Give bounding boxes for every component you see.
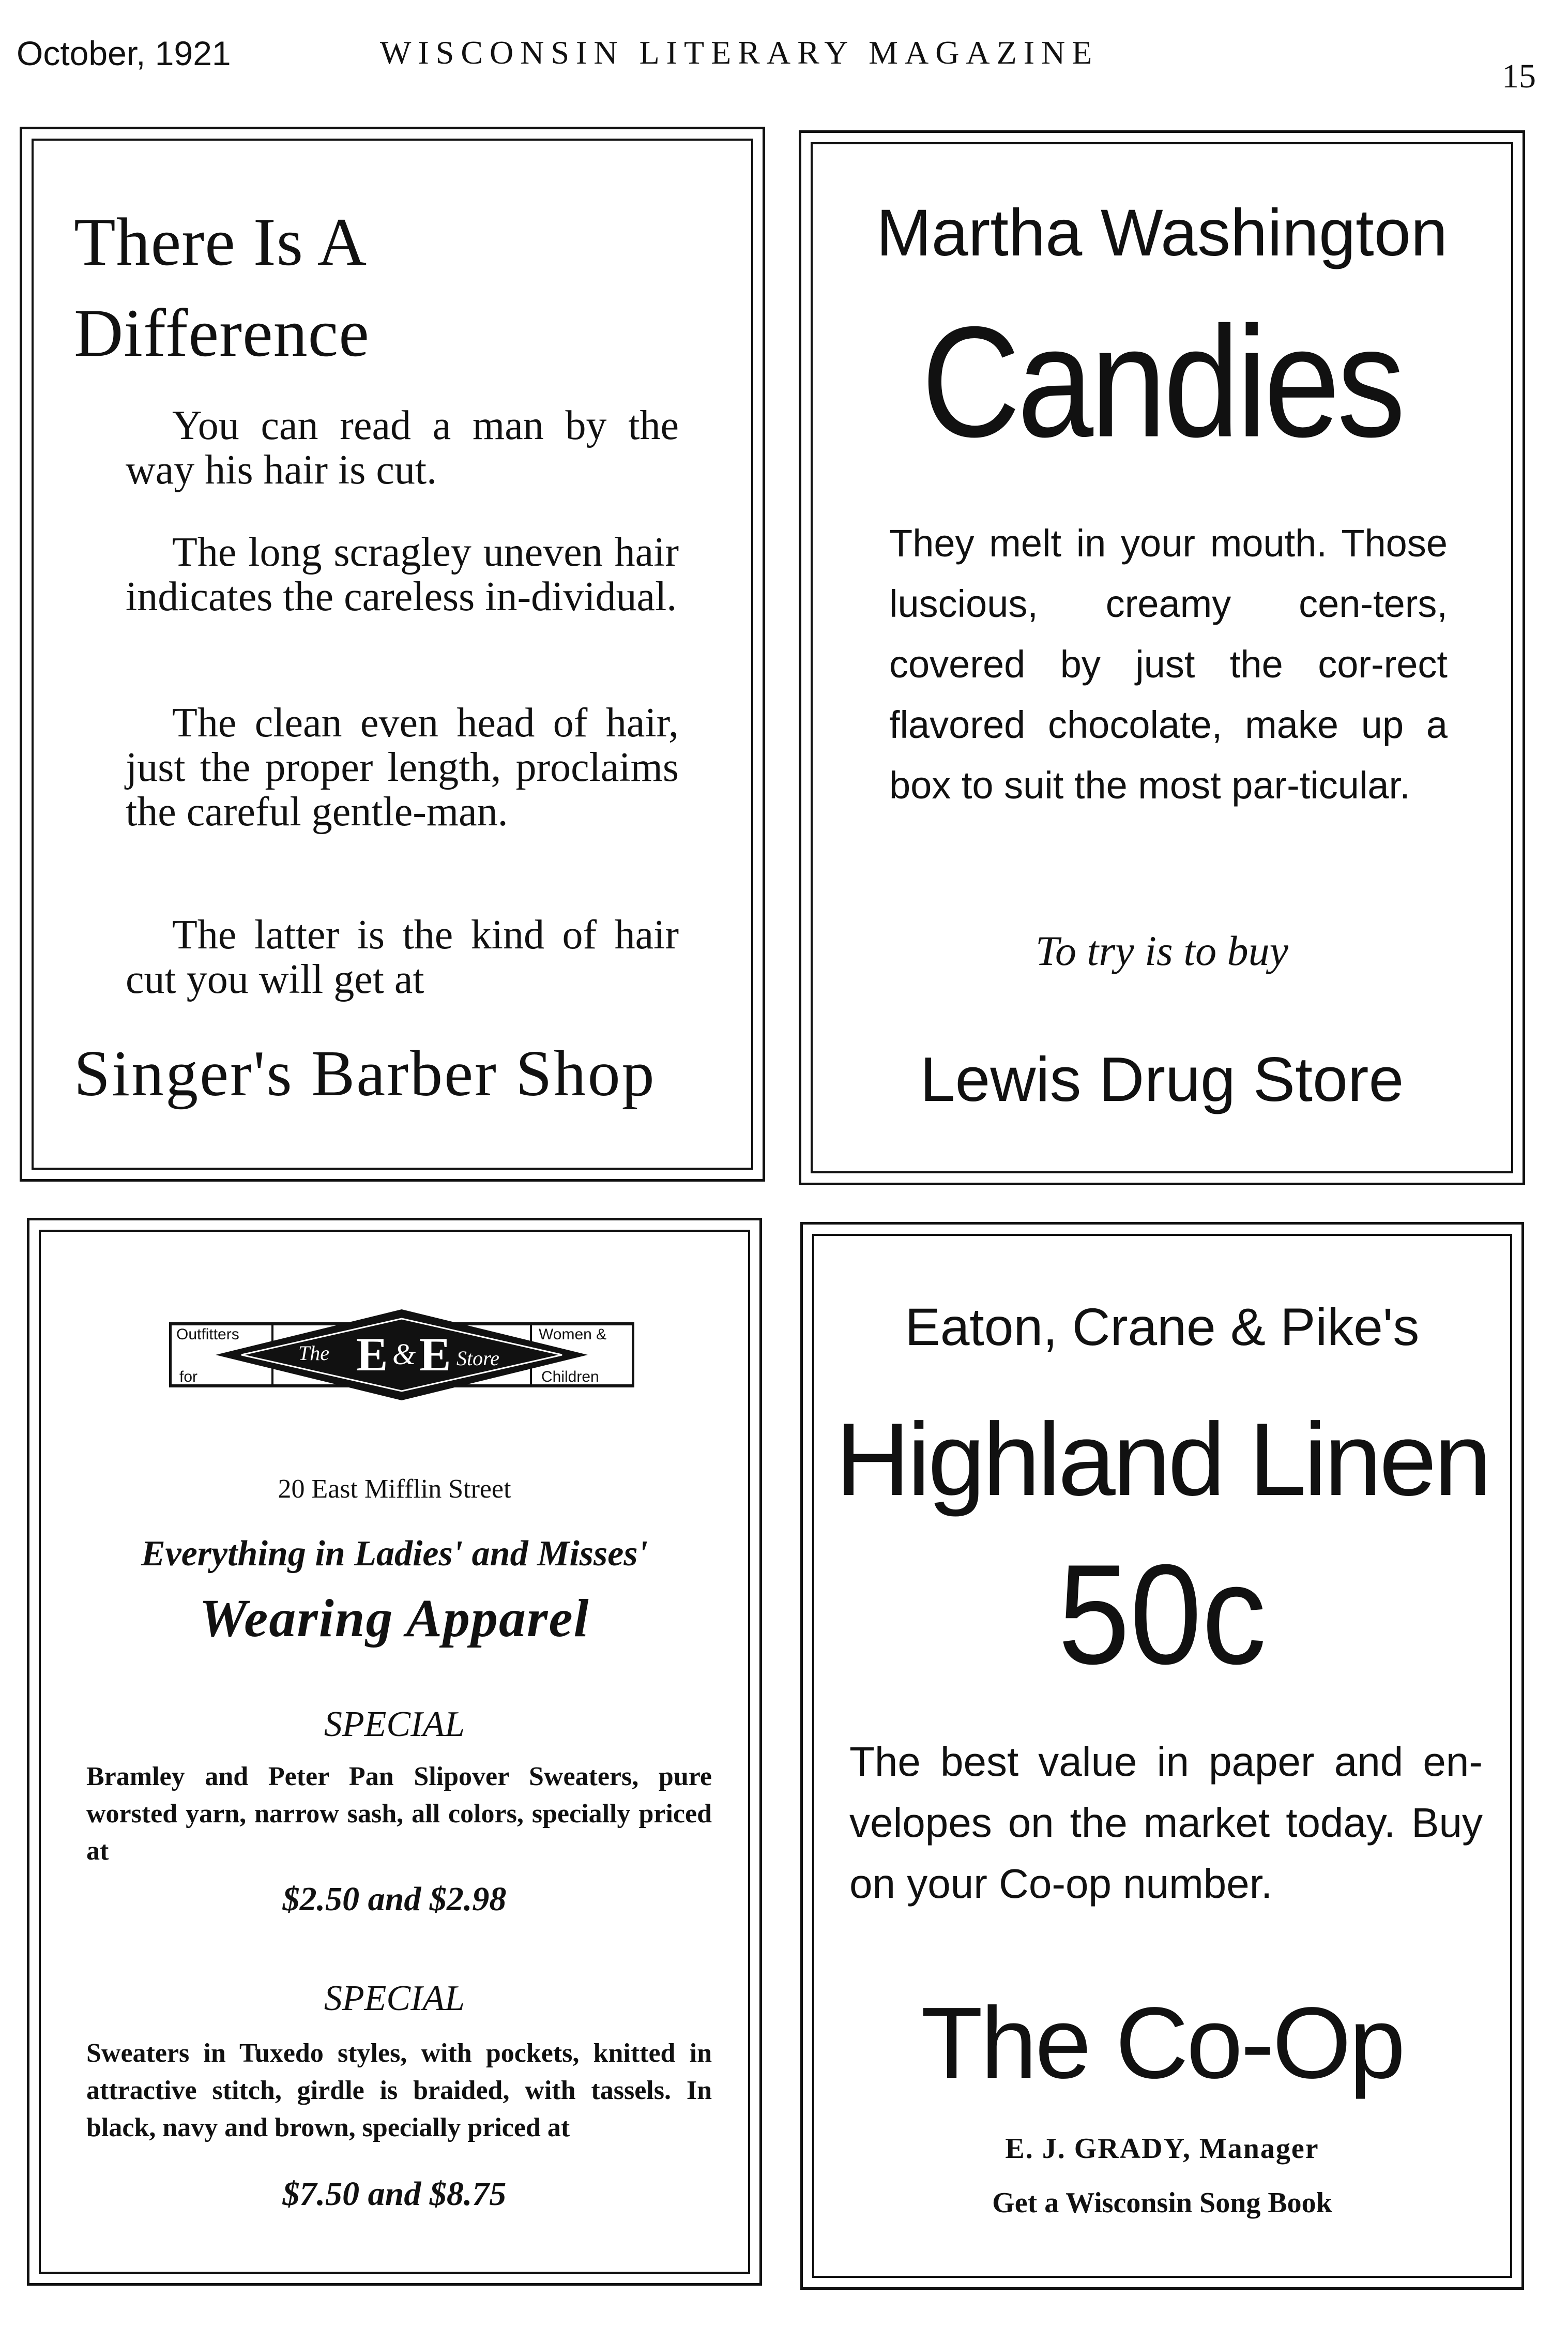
coop-store-name: The Co-Op — [921, 1986, 1404, 2100]
logo-store: Store — [456, 1347, 499, 1370]
page-number: 15 — [1502, 57, 1536, 95]
logo-e-left: E — [356, 1328, 388, 1381]
magazine-title: WISCONSIN LITERARY MAGAZINE — [380, 34, 1099, 71]
barber-shop-name: Singer's Barber Shop — [74, 1038, 656, 1110]
coop-maker: Eaton, Crane & Pike's — [905, 1297, 1420, 1356]
special-description: Bramley and Peter Pan Slipover Sweaters, pure worsted yarn, narrow sash, all colors, specially priced at — [86, 1762, 712, 1866]
special-label: SPECIAL — [324, 1978, 465, 2018]
ee-store-ad — [27, 1218, 762, 2286]
candies-store-name: Lewis Drug Store — [920, 1044, 1404, 1114]
candies-title: Candies — [921, 294, 1403, 471]
logo-children: Children — [541, 1368, 599, 1385]
logo-for: for — [179, 1368, 198, 1385]
special-label: SPECIAL — [324, 1704, 465, 1744]
coop-ad — [800, 1222, 1524, 2290]
ee-address: 20 East Mifflin Street — [278, 1474, 511, 1504]
logo-women: Women & — [539, 1326, 607, 1343]
headline-line-1: There Is A — [74, 204, 368, 280]
logo-the: The — [298, 1341, 329, 1365]
ee-store-logo — [169, 1303, 634, 1407]
barber-paragraph: The clean even head of hair, just the proper length, proclaims the careful gentle-man. — [126, 700, 679, 835]
headline-line-2: Difference — [74, 295, 370, 371]
coop-description: The best value in paper and en-velopes on the market today. Buy on your Co-op number. — [849, 1739, 1483, 1907]
barber-shop-ad — [20, 127, 765, 1182]
special-price: $7.50 and $8.75 — [282, 2175, 507, 2213]
barber-headline — [74, 197, 370, 379]
special-description: Sweaters in Tuxedo styles, with pockets, knitted in attractive stitch, girdle is braided, with tassels. In black, navy and brown, specially priced at — [86, 2038, 712, 2142]
candies-brand: Martha Washington — [876, 196, 1448, 270]
candies-slogan: To try is to buy — [1035, 927, 1289, 974]
coop-price: 50c — [1058, 1535, 1267, 1694]
logo-ampersand: & — [392, 1337, 416, 1371]
candies-description: They melt in your mouth. Those luscious, creamy cen-ters, covered by just the cor-rect flavored chocolate, make up a box to suit the most par-ticular. — [889, 522, 1448, 807]
barber-paragraph: You can read a man by the way his hair is cut. — [126, 403, 679, 493]
logo-outfitters: Outfitters — [176, 1326, 239, 1343]
candies-ad — [799, 130, 1525, 1185]
issue-date: October, 1921 — [17, 34, 231, 72]
coop-manager: E. J. GRADY, Manager — [1005, 2133, 1319, 2165]
barber-paragraph: The long scragley uneven hair indicates the careless in-dividual. — [126, 530, 679, 620]
coop-product: Highland Linen — [835, 1402, 1489, 1517]
coop-note: Get a Wisconsin Song Book — [992, 2187, 1332, 2219]
special-price: $2.50 and $2.98 — [282, 1880, 507, 1918]
ee-title: Wearing Apparel — [199, 1589, 590, 1648]
logo-e-right: E — [419, 1328, 451, 1381]
ee-tagline: Everything in Ladies' and Misses' — [141, 1534, 648, 1574]
barber-paragraph: The latter is the kind of hair cut you will get at — [126, 912, 679, 1002]
